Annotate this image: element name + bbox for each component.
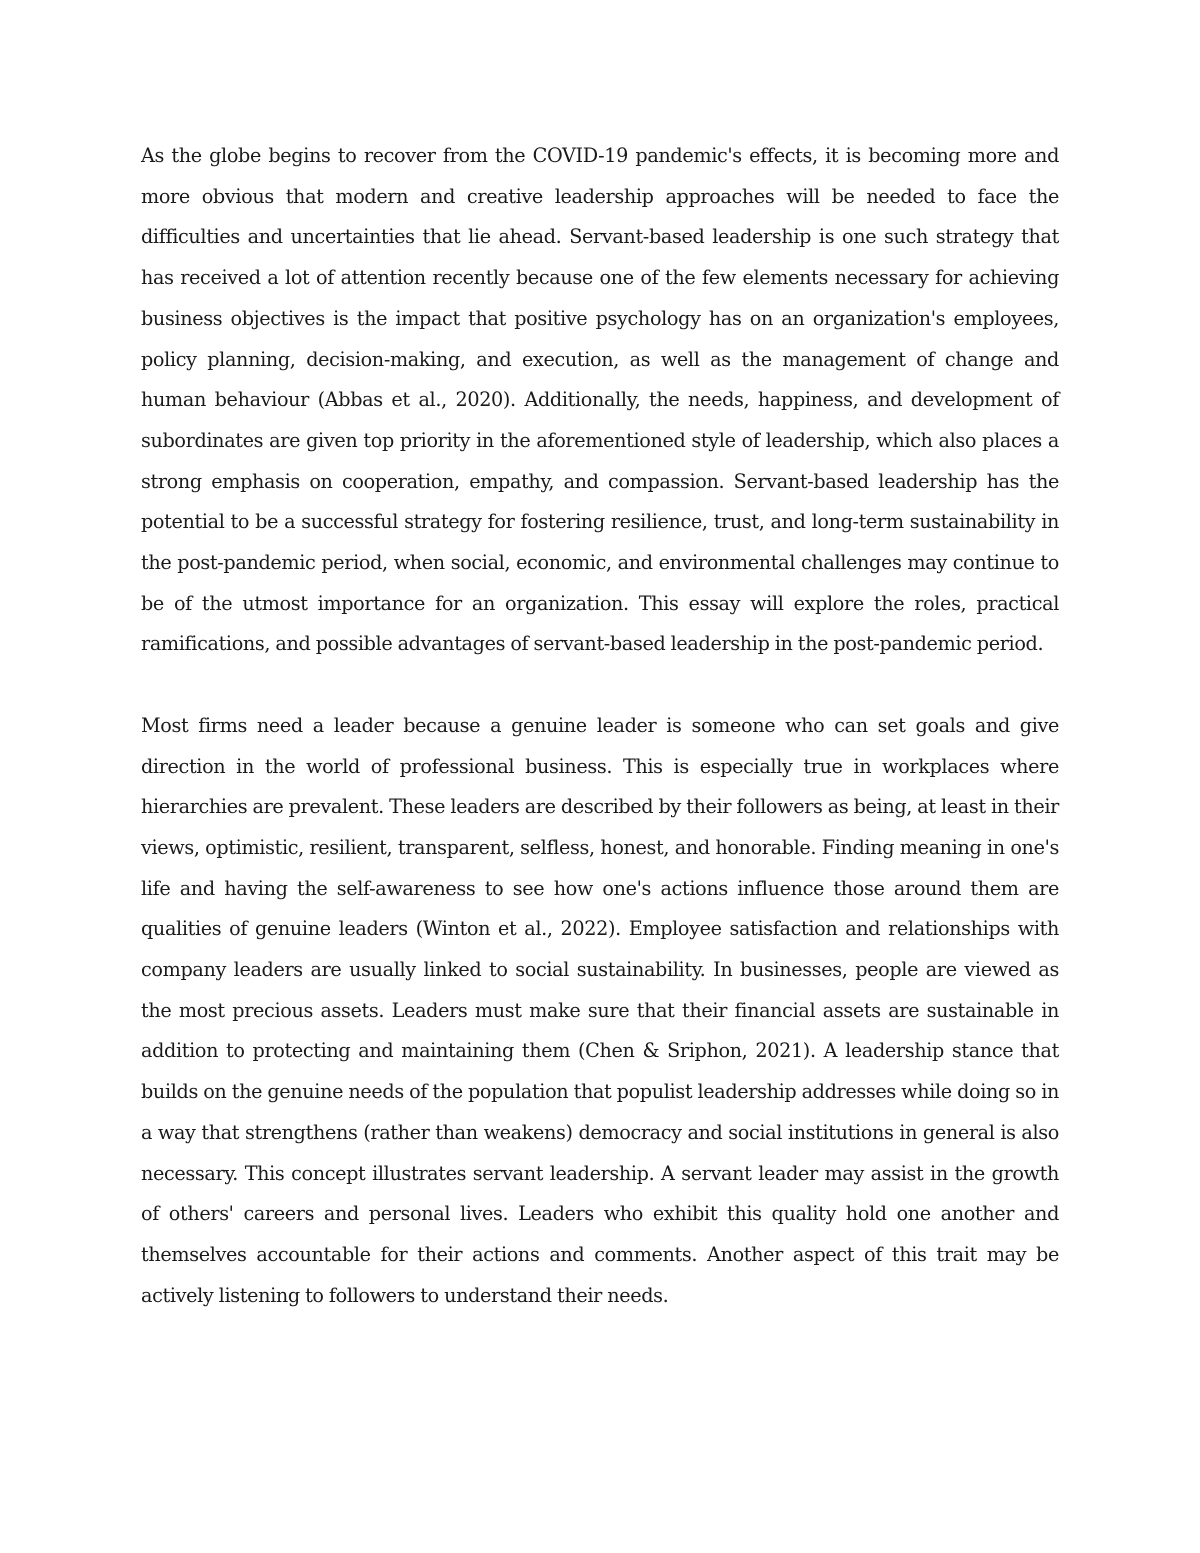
paragraph-2: Most firms need a leader because a genuine leader is someone who can set goals and give direction in the world of professional business. This is especially true in workplaces where hierarchies are prevalent. These leaders are described by their followers as being, at least in their views, optimistic, resilient, transparent, selfless, honest, and honorable. Finding meaning in one's life and having the self-awareness to see how one's actions influence those around them are qualities of genuine leaders (Winton et al., 2022). Employee satisfaction and relationships with company leaders are usually linked to social sustainability. In businesses, people are viewed as the most precious assets. Leaders must make sure that their financial assets are sustainable in addition to protecting and maintaining them (Chen & Sriphon, 2021). A leadership stance that builds on the genuine needs of the population that populist leadership addresses while doing so in a way that strengthens (rather than weakens) democracy and social institutions in general is also necessary. This concept illustrates servant leadership. A servant leader may assist in the growth of others' careers and personal lives. Leaders who exhibit this quality hold one another and themselves accountable for their actions and comments. Another aspect of this trait may be actively listening to followers to understand their needs. [141, 713, 1059, 1307]
document-body [141, 136, 1059, 1316]
paragraph-1: As the globe begins to recover from the COVID-19 pandemic's effects, it is becoming more and more obvious that modern and creative leadership approaches will be needed to face the difficulties and uncertainties that lie ahead. Servant-based leadership is one such strategy that has received a lot of attention recently because one of the few elements necessary for achieving business objectives is the impact that positive psychology has on an organization's employees, policy planning, decision-making, and execution, as well as the management of change and human behaviour (Abbas et al., 2020). Additionally, the needs, happiness, and development of subordinates are given top priority in the aforementioned style of leadership, which also places a strong emphasis on cooperation, empathy, and compassion. Servant-based leadership has the potential to be a successful strategy for fostering resilience, trust, and long-term sustainability in the post-pandemic period, when social, economic, and environmental challenges may continue to be of the utmost importance for an organization. This essay will explore the roles, practical ramifications, and possible advantages of servant-based leadership in the post-pandemic period. [141, 144, 1059, 656]
